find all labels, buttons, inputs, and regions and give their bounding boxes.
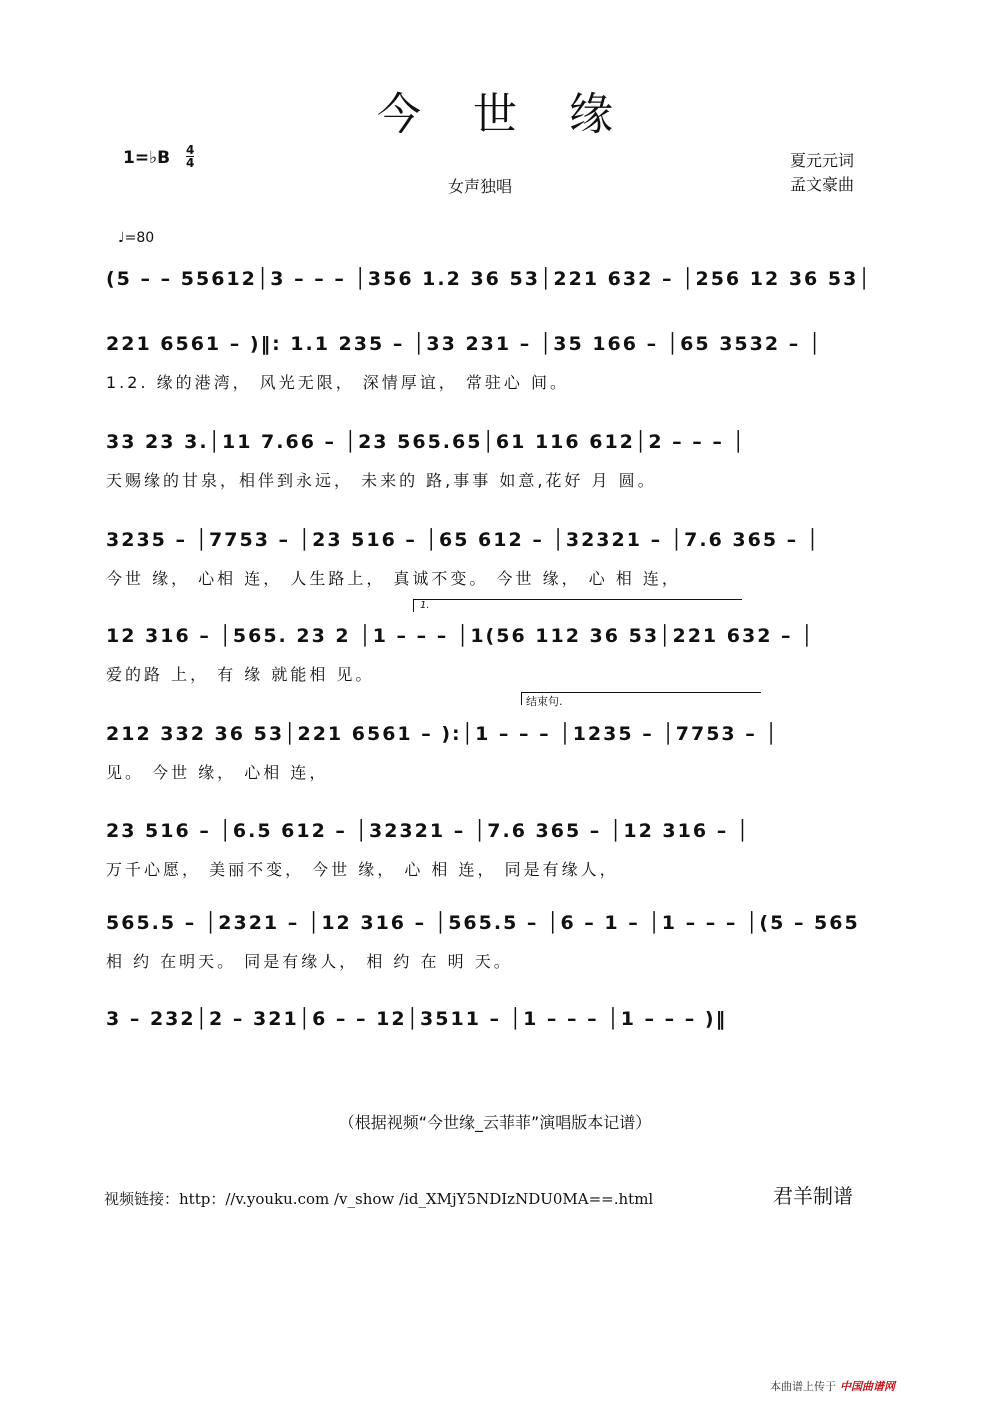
notes-row: 33 23 3.│11 7.66 – │23 565.65│61 116 612│2 – – – │	[106, 431, 746, 453]
time-signature-top: 4	[186, 143, 195, 157]
first-ending-bracket	[413, 599, 742, 612]
footer-prefix: 本曲谱上传于	[770, 1380, 836, 1393]
key-signature: 1=♭B	[123, 148, 171, 168]
notes-row: 12 316 – │565. 23 2 │1 – – – │1(56 112 36 53│221 632 – │	[106, 625, 815, 647]
notes-row: 221 6561 – )‖: 1.1 235 – │33 231 – │35 166 – │65 3532 – │	[106, 333, 823, 355]
notes-row: (5 – – 55612│3 – – – │356 1.2 36 53│221 632 – │256 12 36 53│	[106, 268, 872, 290]
page-title: 今世缘	[377, 89, 665, 140]
lyrics-row: 天赐缘的甘泉，相伴到永远， 未来的 路,事事 如意,花好 月 圆。	[106, 471, 657, 490]
lyrics-row: 万千心愿， 美丽不变， 今世 缘， 心 相 连， 同是有缘人，	[106, 860, 619, 879]
notes-row: 3235 – │7753 – │23 516 – │65 612 – │32321 – │7.6 365 – │	[106, 529, 821, 551]
footer-watermark	[770, 1378, 895, 1394]
lyrics-row: 1.2. 缘的港湾， 风光无限， 深情厚谊， 常驻心 间。	[106, 373, 569, 392]
first-ending-label: 1.	[420, 600, 430, 611]
lyrics-row: 相 约 在明天。 同是有缘人， 相 约 在 明 天。	[106, 952, 513, 971]
time-signature-bottom: 4	[186, 156, 195, 170]
video-link[interactable]: 视频链接：http：//v.youku.com /v_show /id_XMjY5NDIzNDU0MA==.html	[104, 1190, 654, 1208]
time-signature	[186, 144, 194, 169]
notes-row: 3 – 232│2 – 321│6 – – 12│3511 – │1 – – – │1 – – – )‖	[106, 1008, 728, 1030]
lyrics-row: 今世 缘， 心相 连， 人生路上， 真诚不变。 今世 缘， 心 相 连，	[106, 569, 681, 588]
lyricist-credit: 夏元元词	[790, 151, 855, 170]
notes-row: 212 332 36 53│221 6561 – ):│1 – – – │1235 – │7753 – │	[106, 723, 779, 745]
ending-phrase-label: 结束句.	[526, 695, 563, 708]
performer-label: 女声独唱	[448, 177, 513, 196]
site-logo[interactable]: 中国曲谱网	[840, 1380, 895, 1393]
lyrics-row: 爱的路 上， 有 缘 就能相 见。	[106, 665, 375, 684]
tempo-marking: ♩=80	[118, 230, 155, 246]
notes-row: 565.5 – │2321 – │12 316 – │565.5 – │6 – 1 – │1 – – – │(5 – 565	[106, 912, 860, 934]
notes-row: 23 516 – │6.5 612 – │32321 – │7.6 365 – │12 316 – │	[106, 820, 751, 842]
lyrics-row: 见。 今世 缘， 心相 连，	[106, 763, 329, 782]
transcriber-signature: 君羊制谱	[773, 1184, 853, 1208]
source-note: （根据视频“今世缘_云菲菲”演唱版本记谱）	[338, 1113, 652, 1132]
ending-phrase-bracket	[521, 692, 761, 708]
composer-credit: 孟文豪曲	[790, 175, 855, 194]
